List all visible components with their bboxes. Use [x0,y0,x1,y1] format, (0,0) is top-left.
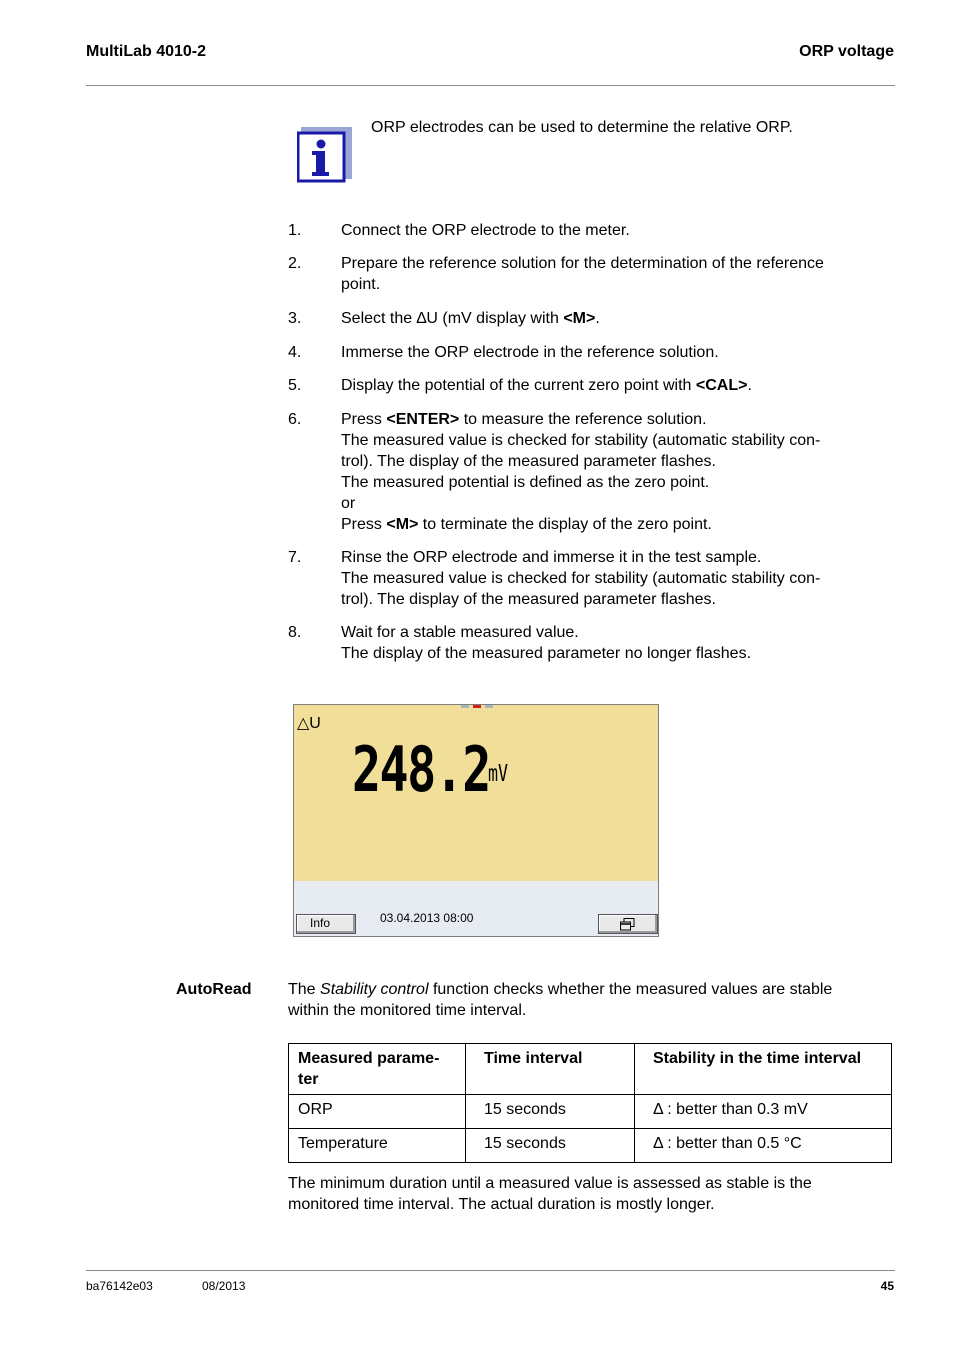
measured-value: 248.2 [352,733,490,806]
header-rule [86,85,895,86]
column-header-parameter: Measured parame- ter [289,1044,466,1095]
info-softkey[interactable]: Info [296,914,356,934]
table-row [289,1095,892,1129]
meter-display [293,704,659,937]
cell-parameter: ORP [289,1095,466,1129]
windows-icon [620,918,635,931]
cell-parameter: Temperature [289,1129,466,1163]
step-4-number: 4. [288,344,302,361]
step-5-number: 5. [288,377,302,394]
step-7-number: 7. [288,549,302,566]
windows-softkey[interactable] [598,914,658,934]
cell-stability: Δ : better than 0.3 mV [635,1095,892,1129]
step-3-number: 3. [288,310,302,327]
display-status-bar [294,881,658,936]
footer-doc-number: ba76142e03 [86,1279,153,1293]
step-6-number: 6. [288,411,302,428]
step-5-text: Display the potential of the current zero point with <CAL>. [341,377,752,394]
step-6-text: Press <ENTER> to measure the reference solution. The measured value is checked for stability (automatic stability con- trol). The display of the measured parameter flashes. The measured potential is defined as the zero point. or Press <M> to terminate the display of the zero point. [341,411,821,533]
table-row [289,1129,892,1163]
parameter-label: △U [297,715,321,732]
step-3-text: Select the ∆U (mV display with <M>. [341,310,600,327]
footer-rule [86,1270,895,1271]
page-number: 45 [880,1279,894,1293]
measured-unit: mV [488,761,508,787]
column-header-stability: Stability in the time interval [635,1044,892,1095]
table-header-row [289,1044,892,1095]
autoread-label: AutoRead [176,981,252,998]
info-note-text: ORP electrodes can be used to determine the relative ORP. [371,119,793,136]
step-2-number: 2. [288,255,302,272]
autoread-description: The Stability control function checks whether the measured values are stable within the monitored time interval. [288,981,833,1019]
step-1-text: Connect the ORP electrode to the meter. [341,222,630,239]
display-datetime: 03.04.2013 08:00 [380,911,474,925]
status-indicator [461,705,493,708]
step-4-text: Immerse the ORP electrode in the reference solution. [341,344,719,361]
cell-interval: 15 seconds [466,1129,635,1163]
header-section: ORP voltage [799,43,894,60]
closing-paragraph: The minimum duration until a measured value is assessed as stable is the monitored time interval. The actual duration is mostly longer. [288,1175,812,1213]
step-8-text: Wait for a stable measured value. The display of the measured parameter no longer flashes. [341,624,752,662]
cell-stability: Δ : better than 0.5 °C [635,1129,892,1163]
stability-table [288,1043,892,1163]
step-1-number: 1. [288,222,302,239]
footer-date: 08/2013 [202,1279,246,1293]
info-icon [297,127,352,183]
step-7-text: Rinse the ORP electrode and immerse it in the test sample. The measured value is checked for stability (automatic stability con- trol). The display of the measured parameter flashes. [341,549,821,608]
step-2-text: Prepare the reference solution for the determination of the reference point. [341,255,824,293]
header-title: MultiLab 4010-2 [86,43,207,60]
step-8-number: 8. [288,624,302,641]
column-header-interval: Time interval [466,1044,635,1095]
cell-interval: 15 seconds [466,1095,635,1129]
